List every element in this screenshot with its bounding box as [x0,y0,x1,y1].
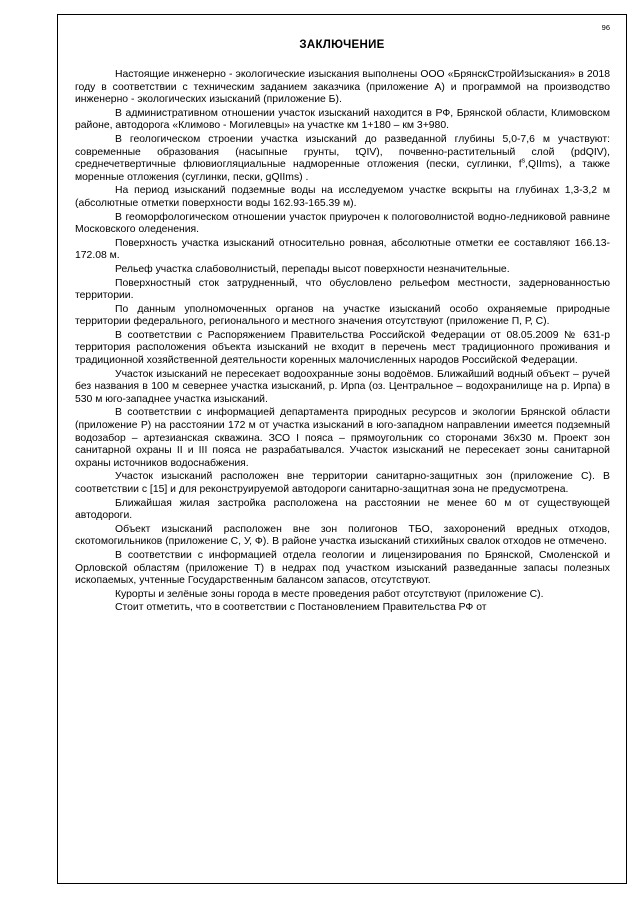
paragraph: Стоит отметить, что в соответствии с Постановлением Правительства РФ от [115,602,487,614]
geology-superscript: s [521,157,526,165]
page-frame [57,14,627,884]
paragraph: Поверхность участка изысканий относительно ровная, абсолютные отметки ее составляют 166.13-172.08 м. [75,237,610,262]
paragraph: Рельеф участка слабоволнистый, перепады высот поверхности незначительные. [115,263,510,275]
paragraph: Поверхностный сток затрудненный, что обусловлено рельефом местности, задернованностью территории. [75,277,610,302]
paragraph: В геоморфологическом отношении участок приурочен к пологоволнистой водно-ледниковой равнине Московского оледенения. [75,211,610,236]
page-title: ЗАКЛЮЧЕНИЕ [299,39,385,51]
page-number: 96 [601,23,610,32]
conclusion-body [75,69,610,615]
paragraph: Курорты и зелёные зоны города в месте проведения работ отсутствуют (приложение С). [115,588,544,600]
paragraph: На период изысканий подземные воды на исследуемом участке вскрыты на глубинах 1,3-3,2 м (абсолютные отметки поверхности воды 162.93-165.39 м). [75,185,610,209]
paragraph: В административном отношении участок изысканий находится в РФ, Брянской области, Климовском районе, автодорога «Климово - Могилевцы» на участке км 1+180 – км 3+980. [75,107,610,132]
geology-text-b: ,QIIms), а также моренные отложения (суглинки, пески, gQIIms) . [75,159,610,183]
paragraph: Участок изысканий не пересекает водоохранные зоны водоёмов. Ближайший водный объект – ручей без названия в 100 м севернее участка изысканий, р. Ирпа (оз. Центральное – водохранилище на р. Ирпа) в 530 м юго-западнее участка изысканий. [75,368,610,405]
paragraph: В соответствии с Распоряжением Правительства Российской Федерации от 08.05.2009 № 631-р территория расположения объекта изысканий не входит в перечень мест традиционного проживания и традиционной хозяйственной деятельности коренных малочисленных народов Российской Федерации. [75,329,610,367]
geology-text-a: В геологическом строении участка изысканий до разведанной глубины 5,0-7,6 м участвуют: современные образования (насыпные грунты, tQIV), почвенно-растительный слой (pdQIV), среднечетвертичные флювиогляциальные надморенные отложения (пески, суглинки, f [75,133,610,171]
paragraph: В соответствии с информацией отдела геологии и лицензирования по Брянской, Смоленской и Орловской областям (приложение Т) в недрах под участком изысканий разведанные запасы полезных ископаемых, учтенные Государственным балансом запасов, отсутствуют. [75,549,610,587]
paragraph: Ближайшая жилая застройка расположена на расстоянии не менее 60 м от существующей автодороги. [75,497,610,522]
paragraph-geology [75,134,610,184]
paragraph: По данным уполномоченных органов на участке изысканий особо охраняемые природные территории федерального, регионального и местного значения отсутствуют (приложение П, Р, С). [75,303,610,328]
paragraph: Участок изысканий расположен вне территории санитарно-защитных зон (приложение С). В соответствии с [15] и для реконструируемой автодороги санитарно-защитная зона не предусмотрена. [75,471,610,495]
paragraph: В соответствии с информацией департамента природных ресурсов и экологии Брянской области (приложение Р) на расстоянии 172 м от участка изысканий в юго-западном направлении имеется подземный водозабор – артезианская скважина. ЗСО I пояса – прямоугольник со сторонами 36х30 м. Проект зон санитарной охраны II и III пояса не разрабатывался. Участок изысканий не пересекает зоны санитарной охраны источников водоснабжения. [75,407,610,469]
paragraph: Объект изысканий расположен вне зон полигонов ТБО, захоронений вредных отходов, скотомогильников (приложение С, У, Ф). В районе участка изысканий стихийных свалок отходов не отмечено. [75,523,610,548]
paragraph: Настоящие инженерно - экологические изыскания выполнены ООО «БрянскСтройИзыскания» в 2018 году в соответствии с техническим заданием заказчика (приложение А) и программой на производство инженерно - экологических изысканий (приложение Б). [75,69,610,106]
